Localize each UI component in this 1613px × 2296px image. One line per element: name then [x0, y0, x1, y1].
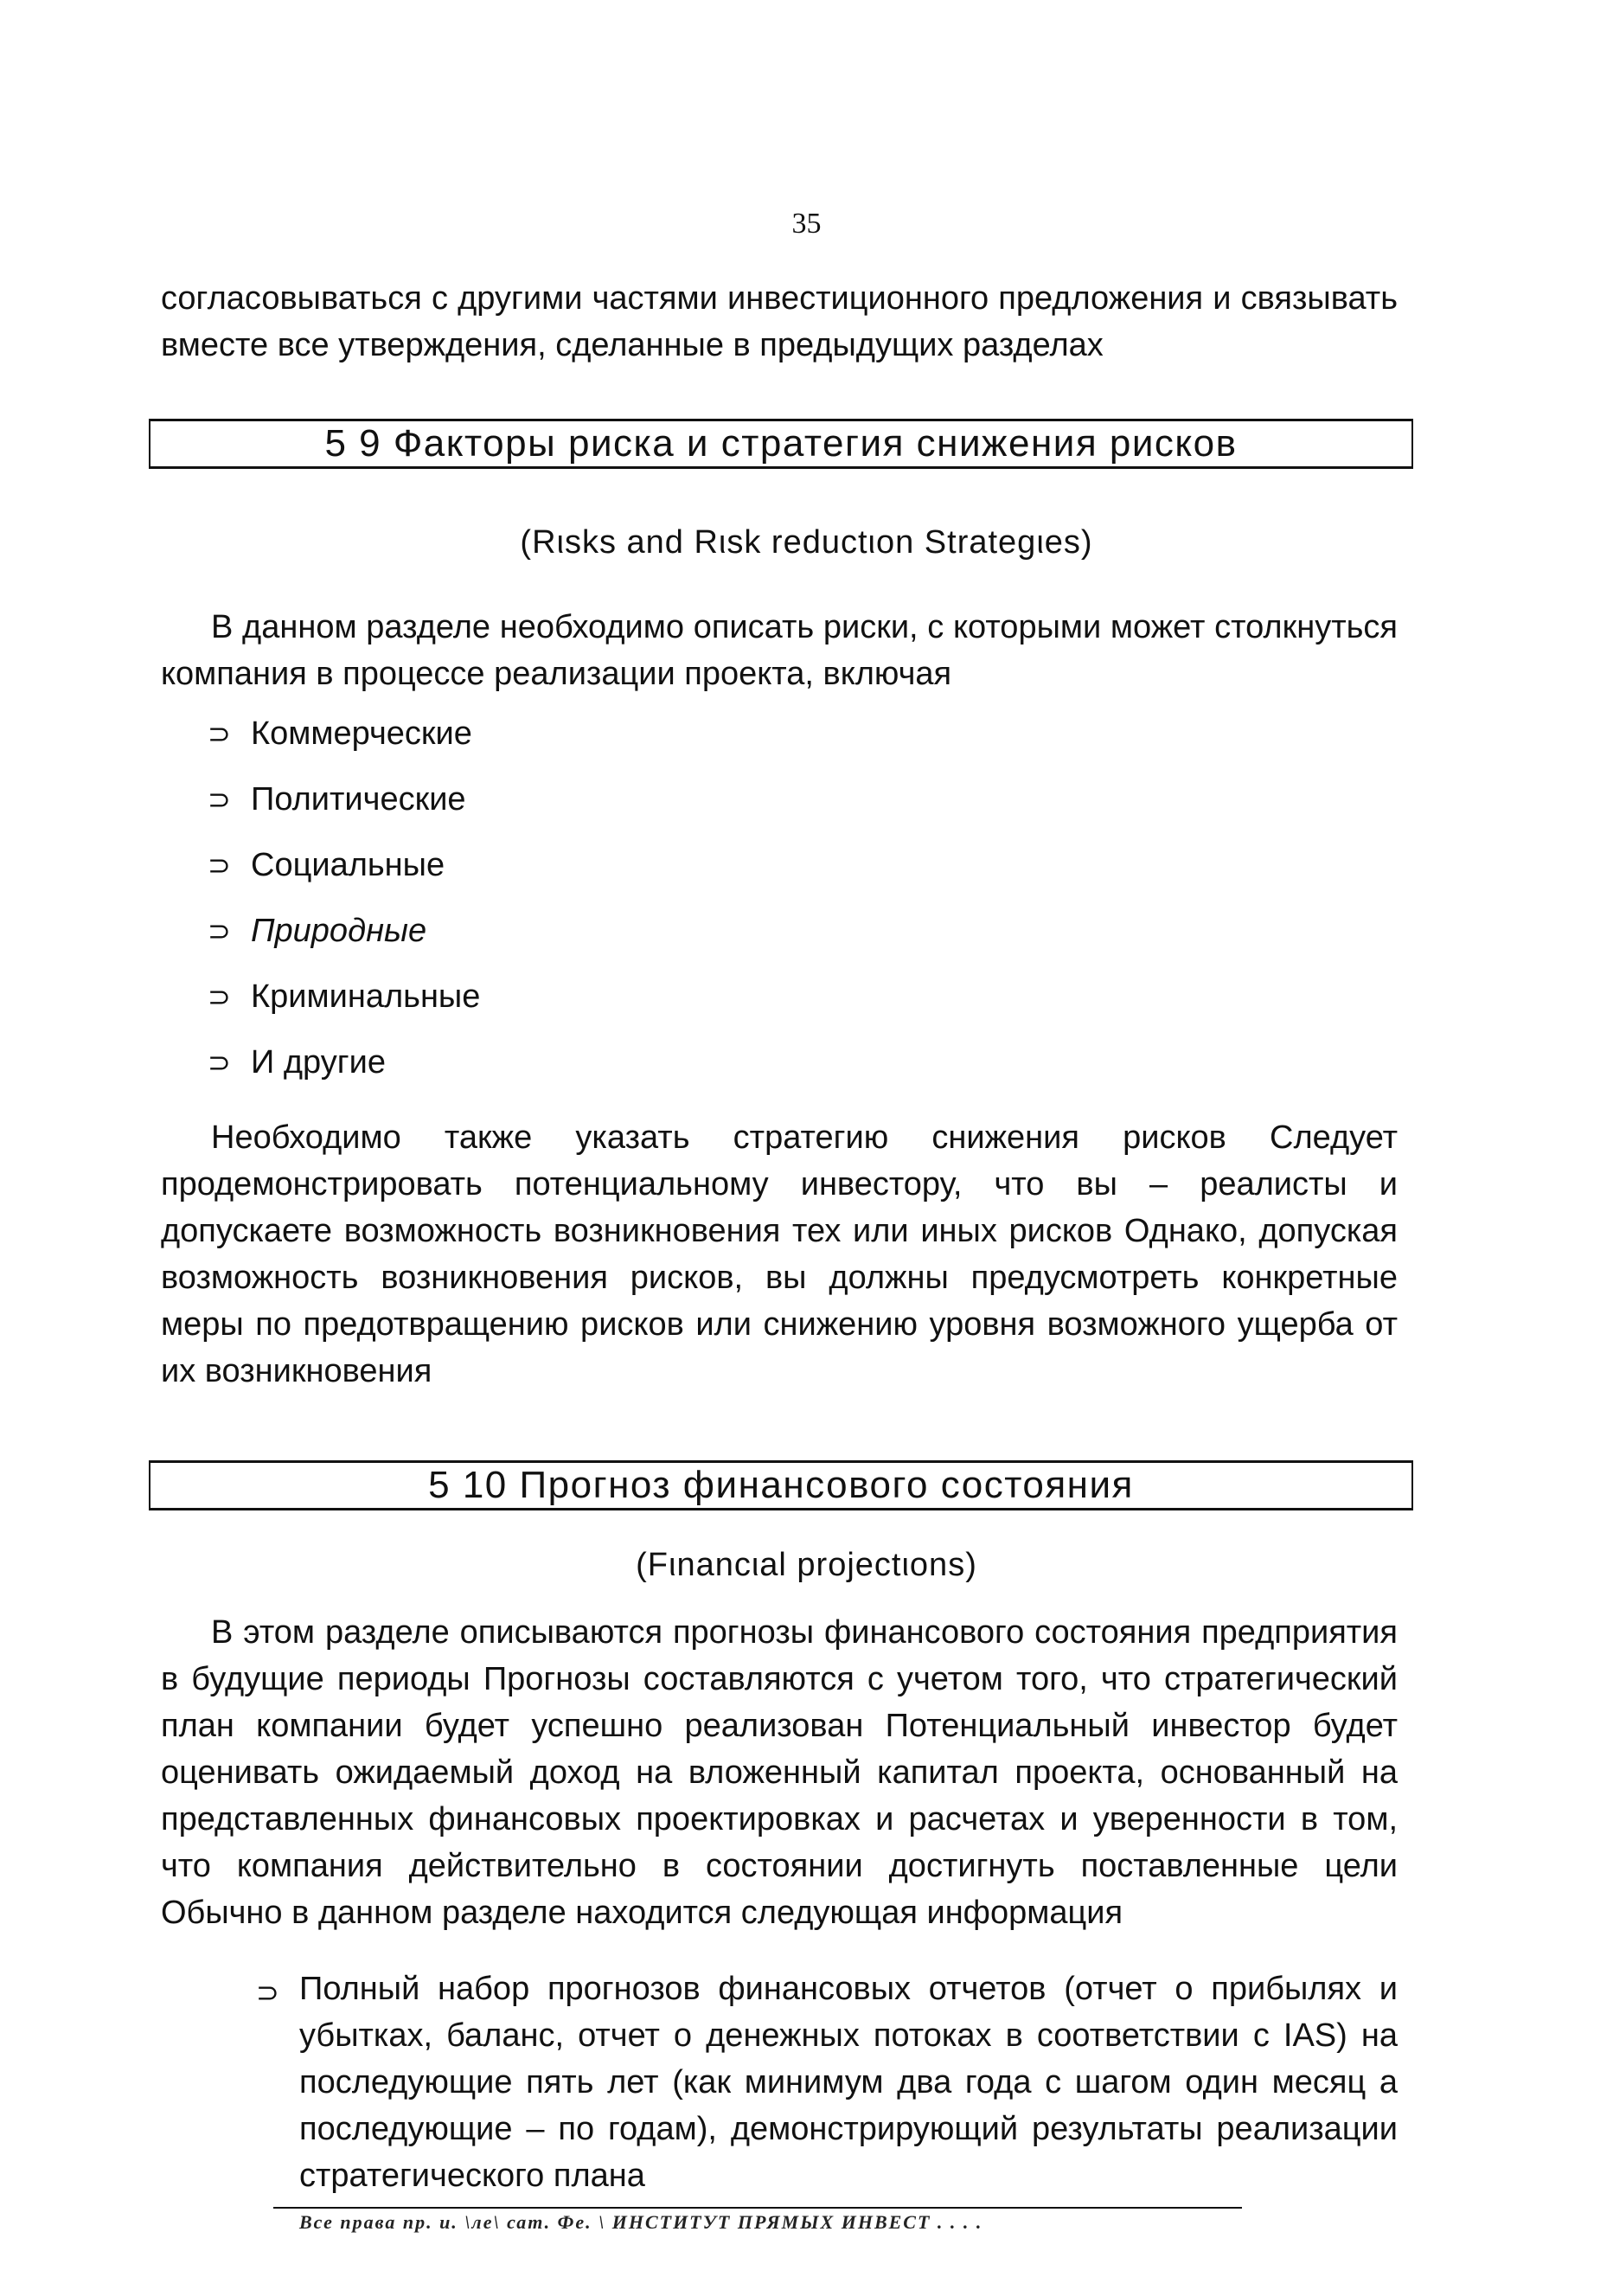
- list-item-label: И другие: [251, 1044, 386, 1081]
- bullet-arrow-icon: ⊃: [208, 915, 231, 946]
- page-number: 35: [791, 208, 822, 240]
- bullet-arrow-icon: ⊃: [208, 981, 231, 1012]
- section-subtitle: (Fιnancιal projectιons): [636, 1547, 977, 1583]
- list-item-text: Полный набор прогнозов финансовых отчетов (отчет о прибылях и убытках, баланс, отчет о денежных потоках в соответствии с IAS) на последующие пять лет (как минимум два года с шагом один месяц а последующие – по годам), демонстрирующий результаты реализации стратегического плана: [299, 1971, 1398, 2194]
- intro-paragraph: согласовываться с другими частями инвестиционного предложения и связывать вместе все утверждения, сделанные в предыдущих разделах: [161, 280, 1398, 363]
- list-item: [208, 912, 480, 978]
- list-item: [256, 1966, 1398, 2199]
- footer-text: Все права пр. и. \ле\ сат. Фе. \ ИНСТИТУТ ПРЯМЫХ ИНВЕСТ . . . .: [299, 2211, 983, 2233]
- section-heading: 5 10 Прогноз финансового состояния: [428, 1464, 1134, 1506]
- list-item-label: Политические: [251, 781, 466, 818]
- list-item: [208, 846, 480, 912]
- list-item: [208, 978, 481, 1043]
- list-item: [208, 780, 480, 846]
- list-item: [208, 1043, 480, 1109]
- bullet-arrow-icon: ⊃: [208, 718, 231, 749]
- bullet-arrow-icon: ⊃: [208, 784, 231, 815]
- body-paragraph: Необходимо также указать стратегию снижения рисков Следует продемонстрировать потенциальному инвестору, что вы – реалисты и допускаете возможность возникновения тех или иных рисков Однако, допуская возможность возникновения рисков, вы должны предусмотреть конкретные меры по предотвращению рисков или снижению уровня возможного ущерба от их возникновения: [161, 1119, 1398, 1389]
- section-heading: 5 9 Факторы риска и стратегия снижения рисков: [324, 422, 1238, 465]
- body-paragraph: В этом разделе описываются прогнозы финансового состояния предприятия в будущие периоды Прогнозы составляются с учетом того, что стратегический план компании будет успешно реализован Потенциальный инвестор будет оценивать ожидаемый доход на вложенный капитал проекта, основанный на представленных финансовых проектировках и расчетах и уверенности в том, что компания действительно в состоянии достигнуть поставленные цели Обычно в данном разделе находится следующая информация: [161, 1614, 1398, 1931]
- section-subtitle: (Rιsks and Rιsk reductιon Strategιes): [520, 524, 1093, 561]
- body-paragraph: В данном разделе необходимо описать риски, с которыми может столкнуться компания в процессе реализации проекта, включая: [161, 609, 1398, 692]
- list-item-label: Природные: [251, 913, 427, 949]
- list-item: [208, 715, 480, 780]
- section-heading-box: [149, 1460, 1413, 1510]
- section-heading-box: [149, 419, 1413, 469]
- bullet-arrow-icon: ⊃: [208, 1047, 231, 1078]
- list-item-label: Социальные: [251, 847, 445, 883]
- footer-divider: [273, 2207, 1242, 2209]
- list-item-label: Коммерческие: [251, 715, 472, 752]
- bullet-arrow-icon: ⊃: [208, 850, 231, 881]
- bullet-arrow-icon: ⊃: [256, 1977, 279, 2008]
- risk-list: [208, 715, 481, 1109]
- list-item-label: Криминальные: [251, 978, 481, 1015]
